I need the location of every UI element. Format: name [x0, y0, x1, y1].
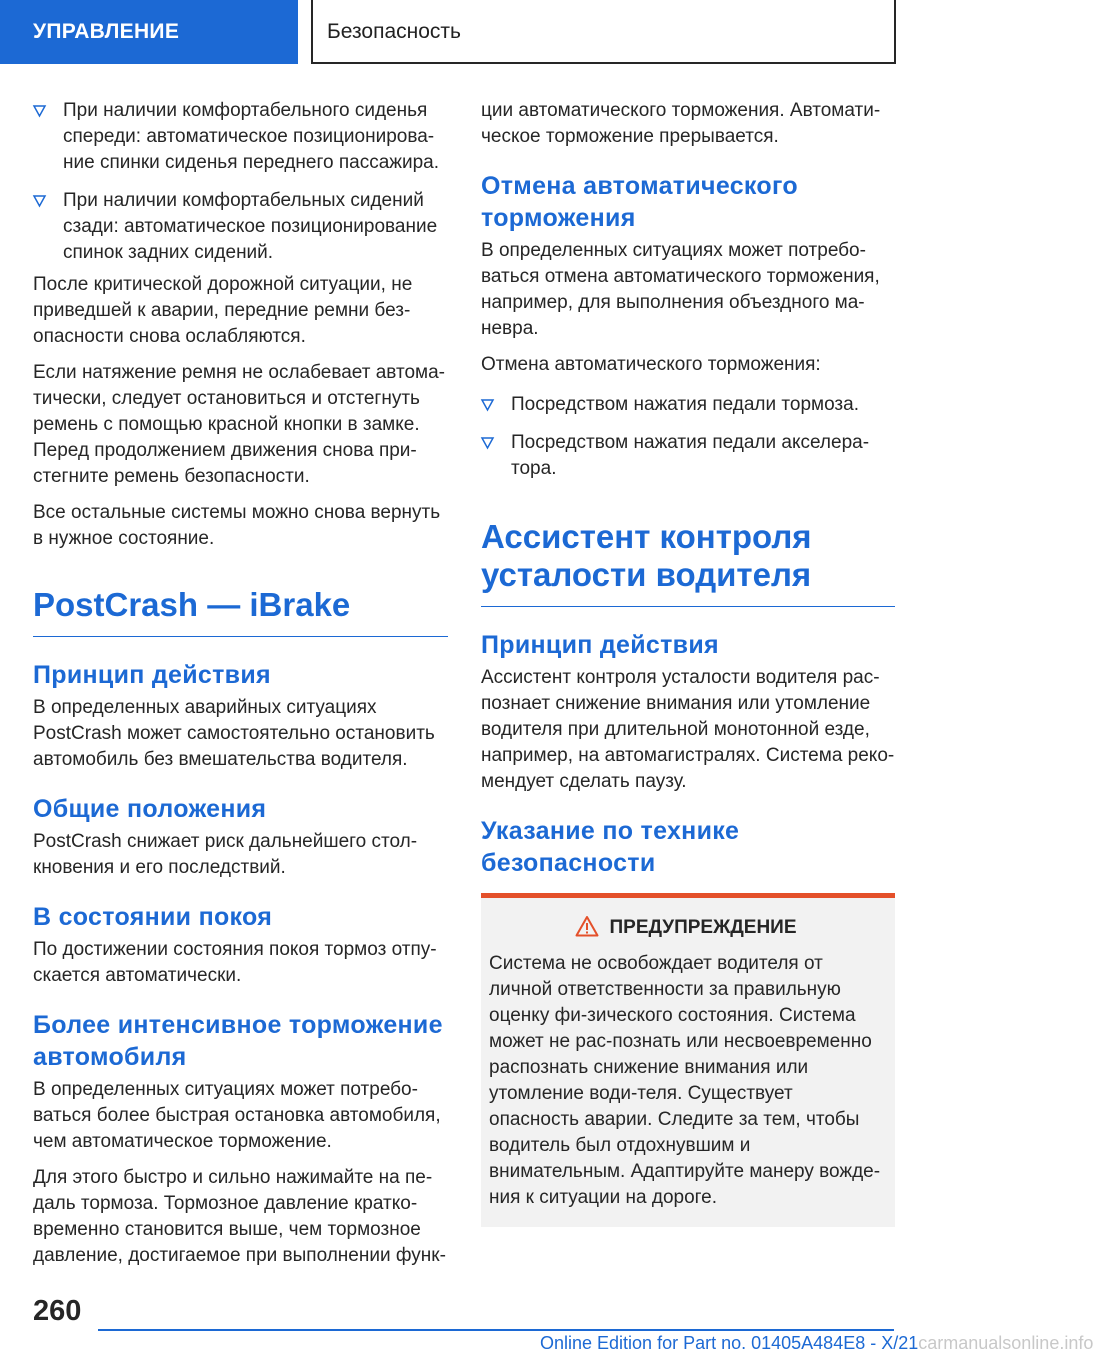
paragraph: После критической дорожной ситуации, не приведшей к аварии, передние ремни без-опасности снова ослабляются.: [33, 274, 413, 347]
bullet-triangle-icon: [481, 430, 495, 456]
section-title-fatigue-assistant: Ассистент контроля усталости водителя: [481, 518, 895, 607]
heading-rest: В состоянии покоя: [33, 903, 273, 931]
heading-cancel-braking: Отмена автоматического торможения: [481, 172, 798, 232]
bullet-triangle-icon: [33, 188, 47, 214]
list-item-text: Посредством нажатия педали акселера-тора.: [511, 432, 870, 479]
warning-header: [489, 915, 883, 945]
right-column: [481, 98, 895, 1227]
list-item: [33, 188, 448, 266]
chapter-title: Безопасность: [311, 0, 896, 64]
list-item: [481, 430, 895, 482]
heading-principle: Принцип действия: [481, 631, 719, 659]
paragraph: В определенных ситуациях может потребо-ваться отмена автоматического торможения, например, для выполнения объездного ма-невра.: [481, 240, 880, 339]
heading-safety-note: Указание по технике безопасности: [481, 817, 740, 877]
list-item-text: Посредством нажатия педали тормоза.: [511, 394, 859, 415]
heading-principle: Принцип действия: [33, 661, 271, 689]
warning-box: [481, 893, 895, 1227]
paragraph: Все остальные системы можно снова вернуть в нужное состояние.: [33, 502, 441, 549]
bullet-triangle-icon: [481, 392, 495, 418]
paragraph: Если натяжение ремня не ослабевает автома-тически, следует остановиться и отстегнуть ремень с помощью красной кнопки в замке. Перед продолжением движения снова при-стегните ремень безопасности.: [33, 362, 445, 487]
paragraph: Отмена автоматического торможения:: [481, 354, 821, 375]
bullet-triangle-icon: [33, 98, 47, 124]
paragraph: По достижении состояния покоя тормоз отпу-скается автоматически.: [33, 939, 437, 986]
paragraph: Ассистент контроля усталости водителя рас-познает снижение внимания или утомление водителя при длительной монотонной езде, например, на автомагистралях. Система реко-мендует сделать паузу.: [481, 667, 895, 792]
edition-text: Online Edition for Part no. 01405A484E8 - X/21: [540, 1333, 919, 1353]
warning-title: ПРЕДУПРЕЖДЕНИЕ: [609, 917, 797, 938]
left-column: [33, 98, 448, 1279]
section-tab[interactable]: УПРАВЛЕНИЕ: [0, 0, 298, 64]
page-number: 260: [33, 1295, 82, 1327]
paragraph: В определенных ситуациях может потребо-ваться более быстрая остановка автомобиля, чем автоматическое торможение.: [33, 1079, 441, 1152]
paragraph: PostCrash снижает риск дальнейшего стол-кновения и его последствий.: [33, 831, 418, 878]
list-item-text: При наличии комфортабельных сидений сзади: автоматическое позиционирование спинок задних сидений.: [63, 190, 438, 263]
heading-general: Общие положения: [33, 795, 267, 823]
paragraph: В определенных аварийных ситуациях PostCrash может самостоятельно остановить автомобиль без вмешательства водителя.: [33, 697, 435, 770]
heading-intense-braking: Более интенсивное торможение автомобиля: [33, 1011, 443, 1071]
warning-triangle-icon: [575, 915, 599, 945]
list-item-text: При наличии комфортабельного сиденья спереди: автоматическое позиционирова-ние спинки сиденья переднего пассажира.: [63, 100, 440, 173]
section-title-postcrash: PostCrash — iBrake: [33, 586, 448, 637]
paragraph: ции автоматического торможения. Автомати-ческое торможение прерывается.: [481, 100, 881, 147]
list-item: [33, 98, 448, 176]
warning-text: Система не освобождает водителя от личной ответственности за правильную оценку фи-зического состояния. Система может не рас-познать или несвоевременно распознать снижение внимания или утомление води-теля. Существует опасность аварии. Следите за тем, чтобы водитель был отдохнувшим и внимательным. Адаптируйте манеру вожде-ния к ситуации на дороге.: [489, 953, 881, 1208]
paragraph: Для этого быстро и сильно нажимайте на пе-даль тормоза. Тормозное давление кратко-временно становится выше, чем тормозное давление, достигаемое при выполнении функ-: [33, 1167, 446, 1266]
footer-edition: [540, 1330, 1093, 1356]
watermark: carmanualsonline.info: [918, 1333, 1093, 1353]
list-item: [481, 392, 895, 418]
